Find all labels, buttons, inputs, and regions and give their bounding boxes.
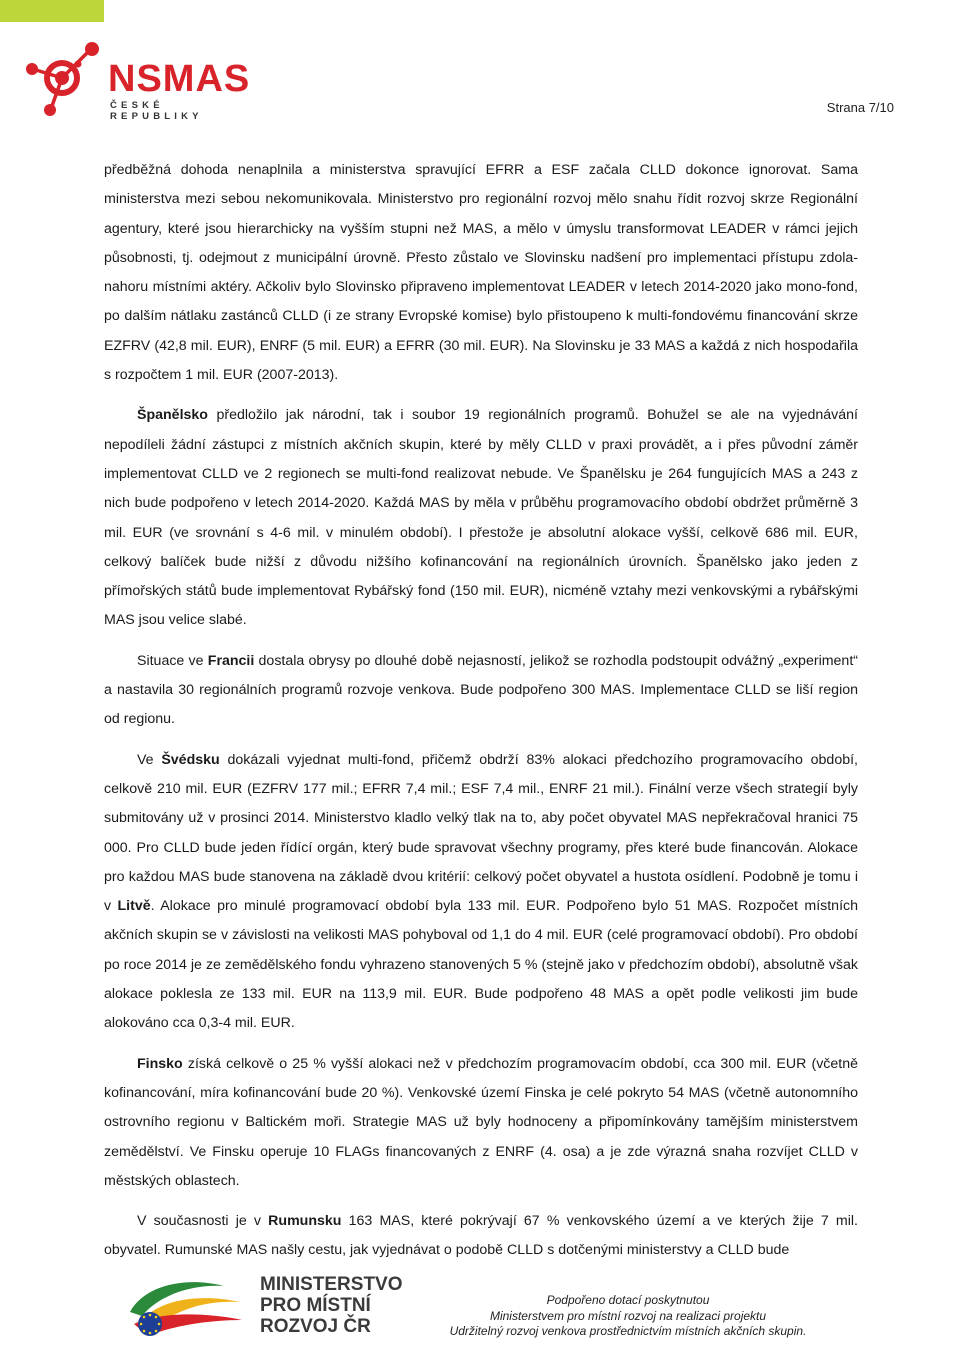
logo-subtitle: ČESKÉ REPUBLIKY bbox=[110, 100, 203, 122]
ministry-name-line: MINISTERSTVO bbox=[260, 1274, 403, 1295]
paragraph-romania bbox=[104, 1207, 858, 1266]
ministry-emblem-icon bbox=[124, 1268, 252, 1340]
paragraph-text: dokázali vyjednat multi-fond, přičemž obdrží 83% alokaci předchozího programovacího období, celkově 210 mil. EUR (EZFRV 177 mil.; EFRR 7,4 mil.; ESF 7,4 mil., ENRF 21 mil.). Finální verze všech strategií byly submitovány už v prosinci 2014. Ministerstvo kladlo velký tlak na to, aby počet obyvatel MAS nepřekračoval hranici 75 000. Pro CLLD bude jeden řídící orgán, který bude spravovat všechny programy, přes které bude financován. Alokace pro každou MAS bude stanovena na základě dvou kritérií: celkový počet obyvatel a hustota osídlení. Podobně je tomu i v bbox=[104, 751, 858, 915]
paragraph-text: předložilo jak národní, tak i soubor 19 regionálních programů. Bohužel se ale na vyjednávání nepodíleli žádní zástupci z místních akčních skupin, které by měly CLLD v praxi provádět, a i přes původní záměr implementovat CLLD ve 2 regionech se multi-fond realizovat nebude. Ve Španělsku je 264 fungujících MAS a 243 z nich bude podpořeno v letech 2014-2020. Každá MAS by měla v průběhu programovacího období obdržet průměrně 3 mil. EUR (ve srovnání s 4-6 mil. v minulém období). I přestože je absolutní alokace vyšší, celkově 686 mil. EUR, celkový balíček bude nižší z důvodu nižšího kofinancování na regionálních úrovních. Španělsko jako jeden z přímořských států bude implementovat Rybářský fond (150 mil. EUR), nicméně vztahy mezi venkovskými a rybářskými MAS jsou velice slabé. bbox=[104, 407, 858, 629]
ministry-name-line: PRO MÍSTNÍ bbox=[260, 1295, 371, 1316]
funding-note bbox=[440, 1293, 816, 1340]
funding-note-line: Udržitelný rozvoj venkova prostřednictvím místních akčních skupin. bbox=[449, 1324, 807, 1338]
page-number: Strana 7/10 bbox=[826, 100, 894, 115]
country-name-france: Francii bbox=[207, 652, 255, 669]
country-name-lithuania: Litvě bbox=[117, 898, 151, 915]
country-name-romania: Rumunsku bbox=[268, 1213, 342, 1230]
ministry-name bbox=[260, 1274, 403, 1337]
paragraph-france bbox=[104, 647, 858, 735]
ministry-name-line: ROZVOJ ČR bbox=[260, 1316, 371, 1337]
paragraph-text: dostala obrysy po dlouhé době nejasností, jelikož se rozhodla podstoupit odvážný „experiment“ a nastavila 30 regionálních programů rozvoje venkova. Bude podpořeno 300 MAS. Implementace CLLD se liší region od regionu. bbox=[104, 652, 858, 728]
funding-note-line: Podpořeno dotací poskytnutou bbox=[546, 1293, 710, 1307]
paragraph-text: Ve bbox=[137, 751, 162, 768]
paragraph-slovenia bbox=[104, 156, 858, 390]
paragraph-text: získá celkově o 25 % vyšší alokaci než v předchozím programovacím období, cca 300 mil. EUR (včetně kofinancování, míra kofinancování bude 20 %). Venkovské území Finska je celé pokryto 54 MAS (včetně autonomního ostrovního regionu v Baltickém moři. Strategie MAS už byly hodnoceny a připomínkovány tamějším ministerstvem zemědělství. Ve Finsku operuje 10 FLAGs financovaných z ENRF (4. osa) a je zde výrazná snaha rozvíjet CLLD v městských oblastech. bbox=[104, 1055, 858, 1189]
paragraph-sweden-lithuania bbox=[104, 746, 858, 1039]
country-name-finland: Finsko bbox=[137, 1055, 183, 1072]
molecule-logo-icon bbox=[22, 40, 112, 120]
corner-accent-tab bbox=[0, 0, 104, 22]
country-name-spain: Španělsko bbox=[137, 407, 208, 424]
document-body bbox=[104, 156, 858, 1277]
paragraph-text: Situace ve bbox=[137, 652, 208, 669]
paragraph-finland bbox=[104, 1050, 858, 1196]
logo-wordmark: NSMAS bbox=[108, 58, 251, 100]
country-name-sweden: Švédsku bbox=[161, 751, 220, 768]
nsmas-logo bbox=[22, 40, 252, 120]
paragraph-text: 163 MAS, které pokrývají 67 % venkovského území a ve kterých žije 7 mil. obyvatel. Rumunské MAS našly cestu, jak vyjednávat o podobě CLLD s dotčenými ministerstvy a CLLD bude bbox=[104, 1213, 858, 1259]
paragraph-text: předběžná dohoda nenaplnila a ministerstva spravující EFRR a ESF začala CLLD dokonce ignorovat. Sama ministerstva mezi sebou nekomunikovala. Ministerstvo pro regionální rozvoj mělo snahu řídit rozvoj skrze Regionální agentury, které jsou hierarchicky na vyšším stupni než MAS, a mělo v úmyslu transformovat LEADER v rámci jejich působnosti, tj. odejmout z municipální úrovně. Přesto zůstalo ve Slovinsku nadšení pro implementaci přístupu zdola-nahoru místními aktéry. Ačkoliv bylo Slovinsko připraveno implementovat LEADER v letech 2014-2020 jako mono-fond, po dalším nátlaku zastánců CLLD (i ze strany Evropské komise) bylo přistoupeno k multi-fondovému financování skrze EZFRV (42,8 mil. EUR), ENRF (5 mil. EUR) a EFRR (30 mil. EUR). Na Slovinsku je 33 MAS a každá z nich hospodařila s rozpočtem 1 mil. EUR (2007-2013). bbox=[104, 162, 858, 384]
ministry-logo bbox=[124, 1268, 424, 1340]
paragraph-spain bbox=[104, 401, 858, 635]
funding-note-line: Ministerstvem pro místní rozvoj na realizaci projektu bbox=[489, 1308, 767, 1323]
paragraph-text: V současnosti je v bbox=[137, 1213, 269, 1230]
paragraph-text: . Alokace pro minulé programovací období byla 133 mil. EUR. Podpořeno bylo 51 MAS. Rozpočet místních akčních skupin se v závislosti na velikosti MAS pohyboval od 1,1 do 4 mil. EUR (celé programovací období). Pro období po roce 2014 je ze zemědělského fondu vyhrazeno stanovených 5 % (stejně jako v předchozím období), absolutně však alokace poklesla ze 133 mil. EUR na 113,9 mil. EUR. Bude podpořeno 48 MAS a opět podle velikosti jim bude alokováno cca 0,3-4 mil. EUR. bbox=[104, 898, 858, 1032]
